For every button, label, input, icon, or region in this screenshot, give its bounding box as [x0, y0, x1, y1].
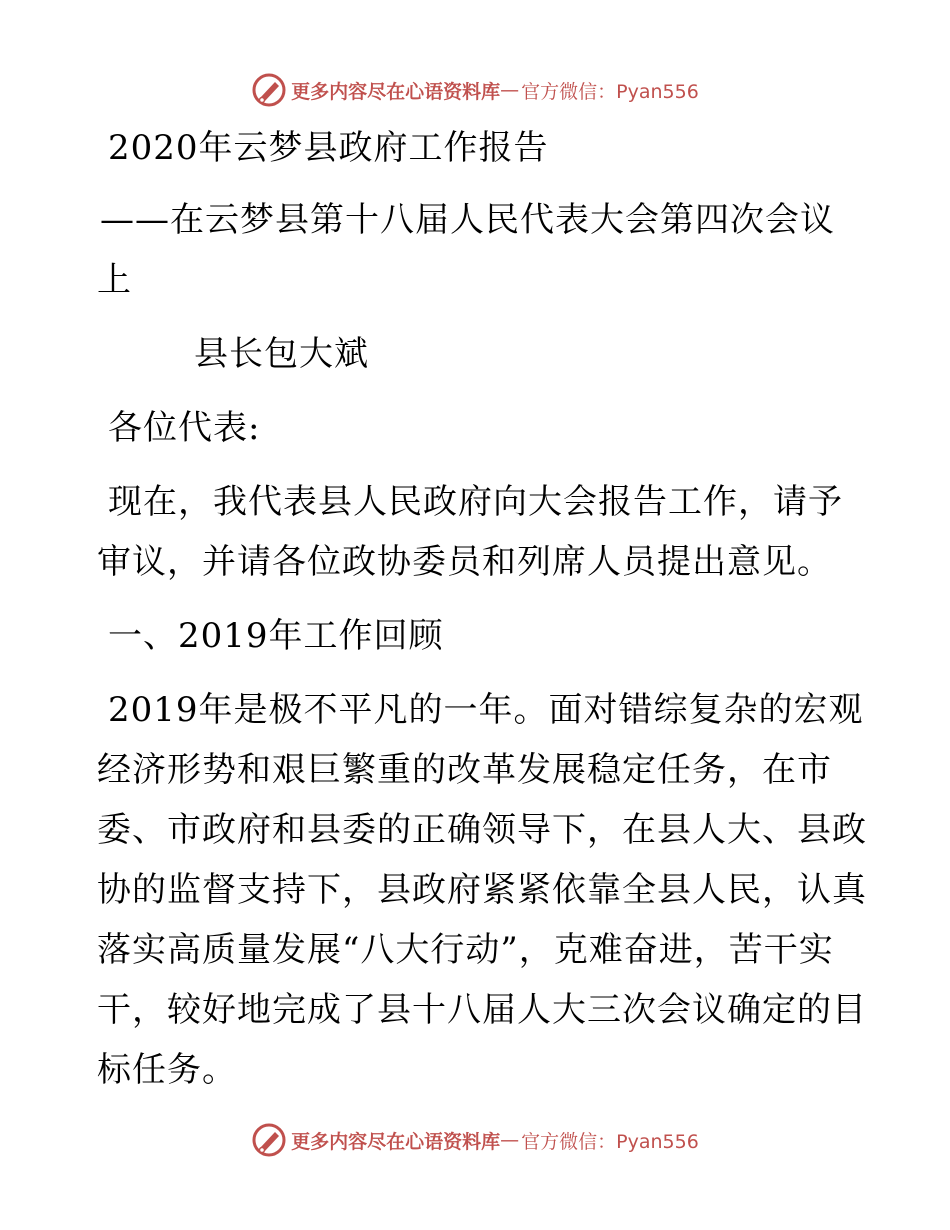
header-banner-text: 更多内容尽在心语资料库 — [291, 80, 501, 103]
body-paragraph-line-2: 经济形势和艰巨繁重的改革发展稳定任务，在市 — [97, 750, 832, 790]
logo-pen-icon — [251, 72, 287, 108]
speaker-name: 县长包大斌 — [194, 334, 369, 374]
footer-banner-account: 官方微信：Pyan556 — [521, 1130, 699, 1153]
body-paragraph-line-7: 标任务。 — [97, 1050, 237, 1090]
document-subtitle-line-2: 上 — [97, 260, 132, 300]
section-heading: 一、2019年工作回顾 — [108, 616, 444, 656]
document-title: 2020年云梦县政府工作报告 — [108, 128, 549, 168]
salutation: 各位代表: — [108, 408, 261, 448]
body-paragraph-line-1: 2019年是极不平凡的一年。面对错综复杂的宏观 — [108, 690, 864, 730]
header-watermark-banner — [0, 68, 950, 112]
footer-banner-text: 更多内容尽在心语资料库 — [291, 1130, 501, 1153]
header-banner-separator: — — [500, 79, 520, 101]
intro-paragraph-line-1: 现在，我代表县人民政府向大会报告工作，请予 — [108, 482, 843, 522]
footer-watermark-banner — [0, 1118, 950, 1162]
intro-paragraph-line-2: 审议，并请各位政协委员和列席人员提出意见。 — [97, 542, 832, 582]
body-paragraph-line-5: 落实高质量发展“八大行动”，克难奋进，苦干实 — [97, 930, 834, 970]
footer-banner-separator: — — [500, 1129, 520, 1151]
body-paragraph-line-4: 协的监督支持下，县政府紧紧依靠全县人民，认真 — [97, 870, 867, 910]
header-banner-account: 官方微信：Pyan556 — [521, 80, 699, 103]
body-paragraph-line-3: 委、市政府和县委的正确领导下，在县人大、县政 — [97, 810, 867, 850]
document-subtitle-line-1: ——在云梦县第十八届人民代表大会第四次会议 — [100, 200, 835, 240]
body-paragraph-line-6: 干，较好地完成了县十八届人大三次会议确定的目 — [97, 990, 867, 1030]
logo-pen-icon — [251, 1122, 287, 1158]
